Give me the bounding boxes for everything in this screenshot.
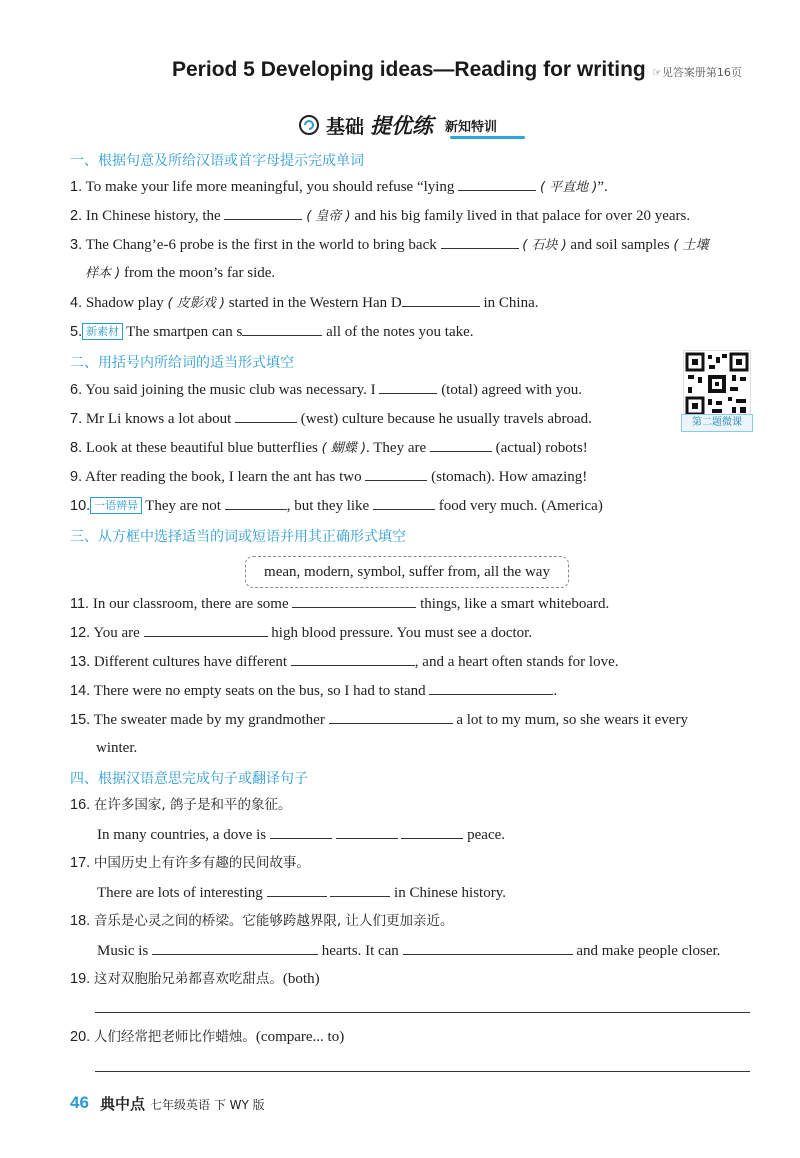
question-16: 16. 在许多国家, 鸽子是和平的象征。: [70, 797, 292, 813]
question-12: 12. You are high blood pressure. You must see a doctor.: [70, 622, 532, 643]
question-2: 2. In Chinese history, the ( 皇帝 ) and his big family lived in that palace for over 20 years.: [70, 205, 690, 227]
answer-blank[interactable]: [225, 495, 287, 510]
question-10: 10. 一语辨异 They are not , but they like food very much. (America): [70, 495, 603, 516]
question-15-cont: winter.: [96, 740, 138, 756]
question-18: 18. 音乐是心灵之间的桥梁。它能够跨越界限, 让人们更加亲近。: [70, 913, 454, 929]
question-17-answer: There are lots of interesting in Chinese history.: [97, 882, 506, 903]
answer-blank[interactable]: [270, 824, 332, 839]
question-5: 5. 新素材 The smartpen can s all of the notes you take.: [70, 321, 474, 342]
question-3: 3. The Chang’e-6 probe is the first in the world to bring back ( 石块 ) and soil samples ( 土壤: [70, 234, 709, 256]
pointing-hand-icon: ☞: [652, 66, 662, 79]
section-banner: 基础 提优练 新知特训: [298, 110, 518, 140]
question-16-answer: In many countries, a dove is peace.: [97, 824, 505, 845]
answer-blank[interactable]: [292, 593, 416, 608]
answer-blank[interactable]: [458, 176, 536, 191]
answer-blank[interactable]: [401, 824, 463, 839]
question-8: 8. Look at these beautiful blue butterflies ( 蝴蝶 ). They are (actual) robots!: [70, 437, 588, 459]
question-4: 4. Shadow play ( 皮影戏 ) started in the Western Han D in China.: [70, 292, 539, 314]
question-1: 1. To make your life more meaningful, you should refuse “lying ( 平直地 )”.: [70, 176, 608, 198]
answer-blank[interactable]: [373, 495, 435, 510]
answer-blank[interactable]: [224, 205, 302, 220]
word-box: mean, modern, symbol, suffer from, all the way: [245, 556, 569, 588]
answer-blank[interactable]: [336, 824, 398, 839]
question-17: 17. 中国历史上有许多有趣的民间故事。: [70, 855, 310, 871]
section-3-heading: 三、从方框中选择适当的词或短语并用其正确形式填空: [70, 529, 406, 545]
answer-blank[interactable]: [329, 709, 453, 724]
question-3-cont: 样本 ) from the moon’s far side.: [85, 265, 276, 281]
question-6: 6. You said joining the music club was necessary. I (total) agreed with you.: [70, 379, 582, 400]
section-4-heading: 四、根据汉语意思完成句子或翻译句子: [70, 771, 308, 787]
banner-underline: [450, 136, 525, 139]
new-material-tag: 新素材: [82, 323, 123, 340]
answer-blank[interactable]: [242, 321, 322, 336]
answer-blank[interactable]: [430, 437, 492, 452]
distinguish-tag: 一语辨异: [90, 497, 142, 514]
page-number: 46: [70, 1093, 89, 1112]
answer-blank[interactable]: [235, 408, 297, 423]
spiral-icon: [298, 114, 320, 136]
question-19: 19. 这对双胞胎兄弟都喜欢吃甜点。(both): [70, 971, 320, 987]
book-title: 七年级英语 下 WY 版: [150, 1098, 265, 1112]
qr-caption: 第二题微课: [681, 414, 753, 432]
answer-blank[interactable]: [403, 940, 573, 955]
question-20: 20. 人们经常把老师比作蜡烛。(compare... to): [70, 1029, 345, 1045]
answer-blank[interactable]: [402, 292, 480, 307]
answer-blank[interactable]: [379, 379, 437, 394]
answer-blank[interactable]: [267, 882, 327, 897]
qr-code-icon: [684, 351, 750, 417]
answer-reference: ☞见答案册第16页: [652, 66, 742, 79]
question-13: 13. Different cultures have different , and a heart often stands for love.: [70, 651, 618, 672]
question-9: 9. After reading the book, I learn the ant has two (stomach). How amazing!: [70, 466, 587, 487]
answer-blank[interactable]: [291, 651, 415, 666]
answer-blank[interactable]: [365, 466, 427, 481]
question-18-answer: Music is hearts. It can and make people closer.: [97, 940, 720, 961]
answer-line[interactable]: [95, 1012, 750, 1013]
question-14: 14. There were no empty seats on the bus, so I had to stand .: [70, 680, 557, 701]
section-1-heading: 一、根据句意及所给汉语或首字母提示完成单词: [70, 153, 364, 169]
qr-code[interactable]: [683, 350, 751, 418]
answer-blank[interactable]: [429, 680, 553, 695]
question-7: 7. Mr Li knows a lot about (west) culture because he usually travels abroad.: [70, 408, 592, 429]
answer-line[interactable]: [95, 1071, 750, 1072]
answer-blank[interactable]: [441, 234, 519, 249]
page-title: Period 5 Developing ideas—Reading for writing: [172, 58, 646, 81]
section-2-heading: 二、用括号内所给词的适当形式填空: [70, 355, 294, 371]
answer-blank[interactable]: [330, 882, 390, 897]
question-11: 11. In our classroom, there are some things, like a smart whiteboard.: [70, 593, 609, 614]
publisher-logo: 典中点: [100, 1095, 146, 1113]
answer-blank[interactable]: [144, 622, 268, 637]
question-15: 15. The sweater made by my grandmother a lot to my mum, so she wears it every: [70, 709, 688, 730]
answer-blank[interactable]: [152, 940, 318, 955]
